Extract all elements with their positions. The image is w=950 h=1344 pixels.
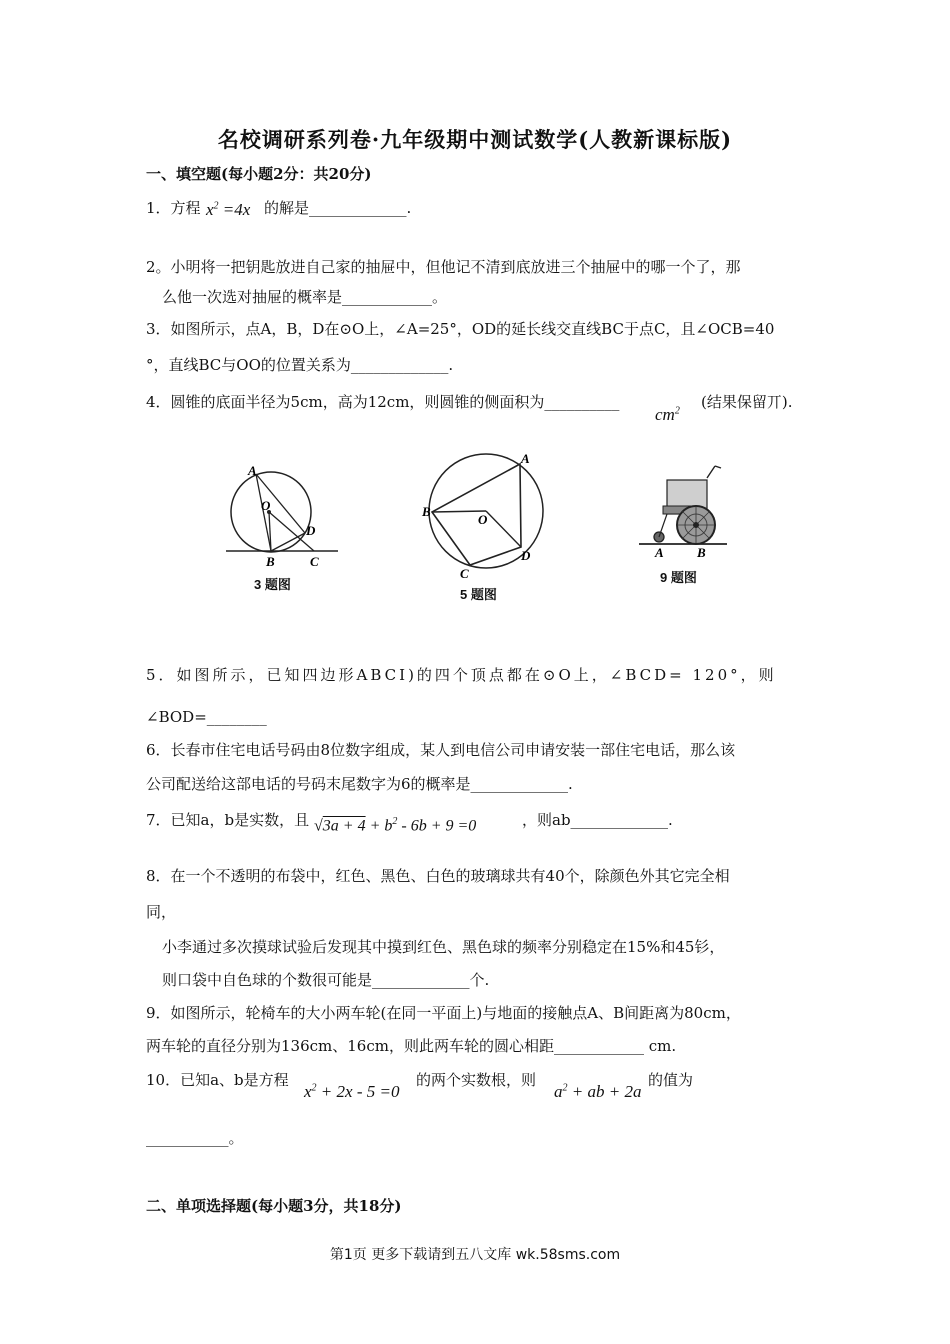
fig9-label-b: B bbox=[697, 545, 706, 560]
q8-line-2: 同， bbox=[146, 903, 177, 921]
fig3-label-o: O bbox=[261, 498, 271, 513]
q8-line-3: 小李通过多次摸球试验后发现其中摸到红色、黑色球的频率分别稳定在15%和45钐， bbox=[162, 938, 725, 956]
figure-9-wheelchair bbox=[637, 462, 729, 560]
section-2-heading: 二、单项选择题(每小题3分，共18分) bbox=[146, 1197, 402, 1215]
fig5-label-d: D bbox=[521, 548, 531, 563]
q10-prefix: 10．已知a、b是方程 bbox=[146, 1071, 289, 1089]
q1-equation: $x^2 =4x$ bbox=[206, 200, 251, 219]
fig3-label-a: A bbox=[248, 463, 257, 478]
q10-suffix: 的值为 bbox=[648, 1071, 694, 1089]
q6-line-2: 公司配送给这部电话的号码末尾数字为6的概率是_____________. bbox=[146, 775, 573, 793]
q9-line-2: 两车轮的直径分别为136cm、16cm，则此两车轮的圆心相距____________ cm. bbox=[146, 1037, 677, 1055]
q1-suffix: 的解是_____________. bbox=[264, 199, 412, 217]
fig5-label-o: O bbox=[478, 512, 488, 527]
q5-line-1: 5．如图所示，已知四边形ABCI)的四个顶点都在⊙O上，∠BCD= 120°，则 bbox=[146, 666, 777, 684]
q7-prefix: 7．已知a，b是实数，且 bbox=[146, 811, 310, 829]
figure-3-caption: 3 题图 bbox=[254, 577, 291, 592]
fig5-label-b: B bbox=[422, 504, 431, 519]
fig9-label-a: A bbox=[655, 545, 664, 560]
fig5-label-a: A bbox=[521, 451, 530, 466]
figure-3-diagram bbox=[226, 462, 346, 570]
section-1-heading: 一、填空题(每小题2分：共20分) bbox=[146, 165, 372, 183]
q10-expression: $a^2$ + ab + 2a bbox=[554, 1082, 642, 1101]
q2-line-2: 么他一次选对抽屉的概率是____________。 bbox=[162, 288, 448, 306]
page-footer: 第1页 更多下载请到五八文库 wk.58sms.com bbox=[329, 1247, 621, 1263]
q8-line-1: 8．在一个不透明的布袋中，红色、黑色、白色的玻璃球共有40个，除颜色外其它完全相 bbox=[146, 867, 730, 885]
figure-5-caption: 5 题图 bbox=[460, 587, 497, 602]
page-title: 名校调研系列卷·九年级期中测试数学(人教新课标版) bbox=[217, 127, 733, 152]
q4-suffix: (结果保留丌). bbox=[701, 393, 793, 411]
q1-prefix: 1．方程 bbox=[146, 199, 201, 217]
q7-suffix: ，则ab_____________. bbox=[522, 811, 673, 829]
q8-line-4: 则口袋中自色球的个数很可能是_____________个. bbox=[162, 971, 490, 989]
q9-line-1: 9．如图所示，轮椅车的大小两车轮(在同一平面上)与地面的接触点A、B间距离为80cm， bbox=[146, 1004, 741, 1022]
q10-middle: 的两个实数根，则 bbox=[416, 1071, 537, 1089]
q4-text: 4．圆锥的底面半径为5cm，高为12cm，则圆锥的侧面积为__________ bbox=[146, 393, 620, 411]
q10-equation: $x^2 + 2x - 5 =0$ bbox=[304, 1082, 400, 1101]
figure-5-diagram bbox=[420, 450, 555, 580]
fig3-label-c: C bbox=[310, 554, 319, 569]
q10-answer-blank: ___________。 bbox=[146, 1129, 244, 1147]
fig3-label-b: B bbox=[266, 554, 275, 569]
q6-line-1: 6．长春市住宅电话号码由8位数字组成，某人到电信公司申请安装一部住宅电话，那么该 bbox=[146, 741, 736, 759]
q5-line-2: ∠BOD=________ bbox=[146, 708, 267, 726]
q3-line-2: °，直线BC与OO的位置关系为_____________. bbox=[146, 356, 454, 374]
fig3-label-d: D bbox=[306, 523, 316, 538]
q7-equation: $√3a + 4 + b^2 - 6b + 9 =0$ bbox=[314, 816, 477, 835]
fig5-label-c: C bbox=[460, 566, 469, 580]
q4-unit: $cm^2$ bbox=[655, 405, 680, 424]
figure-9-caption: 9 题图 bbox=[660, 570, 697, 585]
q3-line-1: 3．如图所示，点A，B，D在⊙O上，∠A=25°，OD的延长线交直线BC于点C，且∠OCB=40 bbox=[146, 320, 775, 338]
q2-line-1: 2。小明将一把钥匙放进自己家的抽屉中，但他记不清到底放进三个抽屉中的哪一个了，那 bbox=[146, 258, 741, 276]
